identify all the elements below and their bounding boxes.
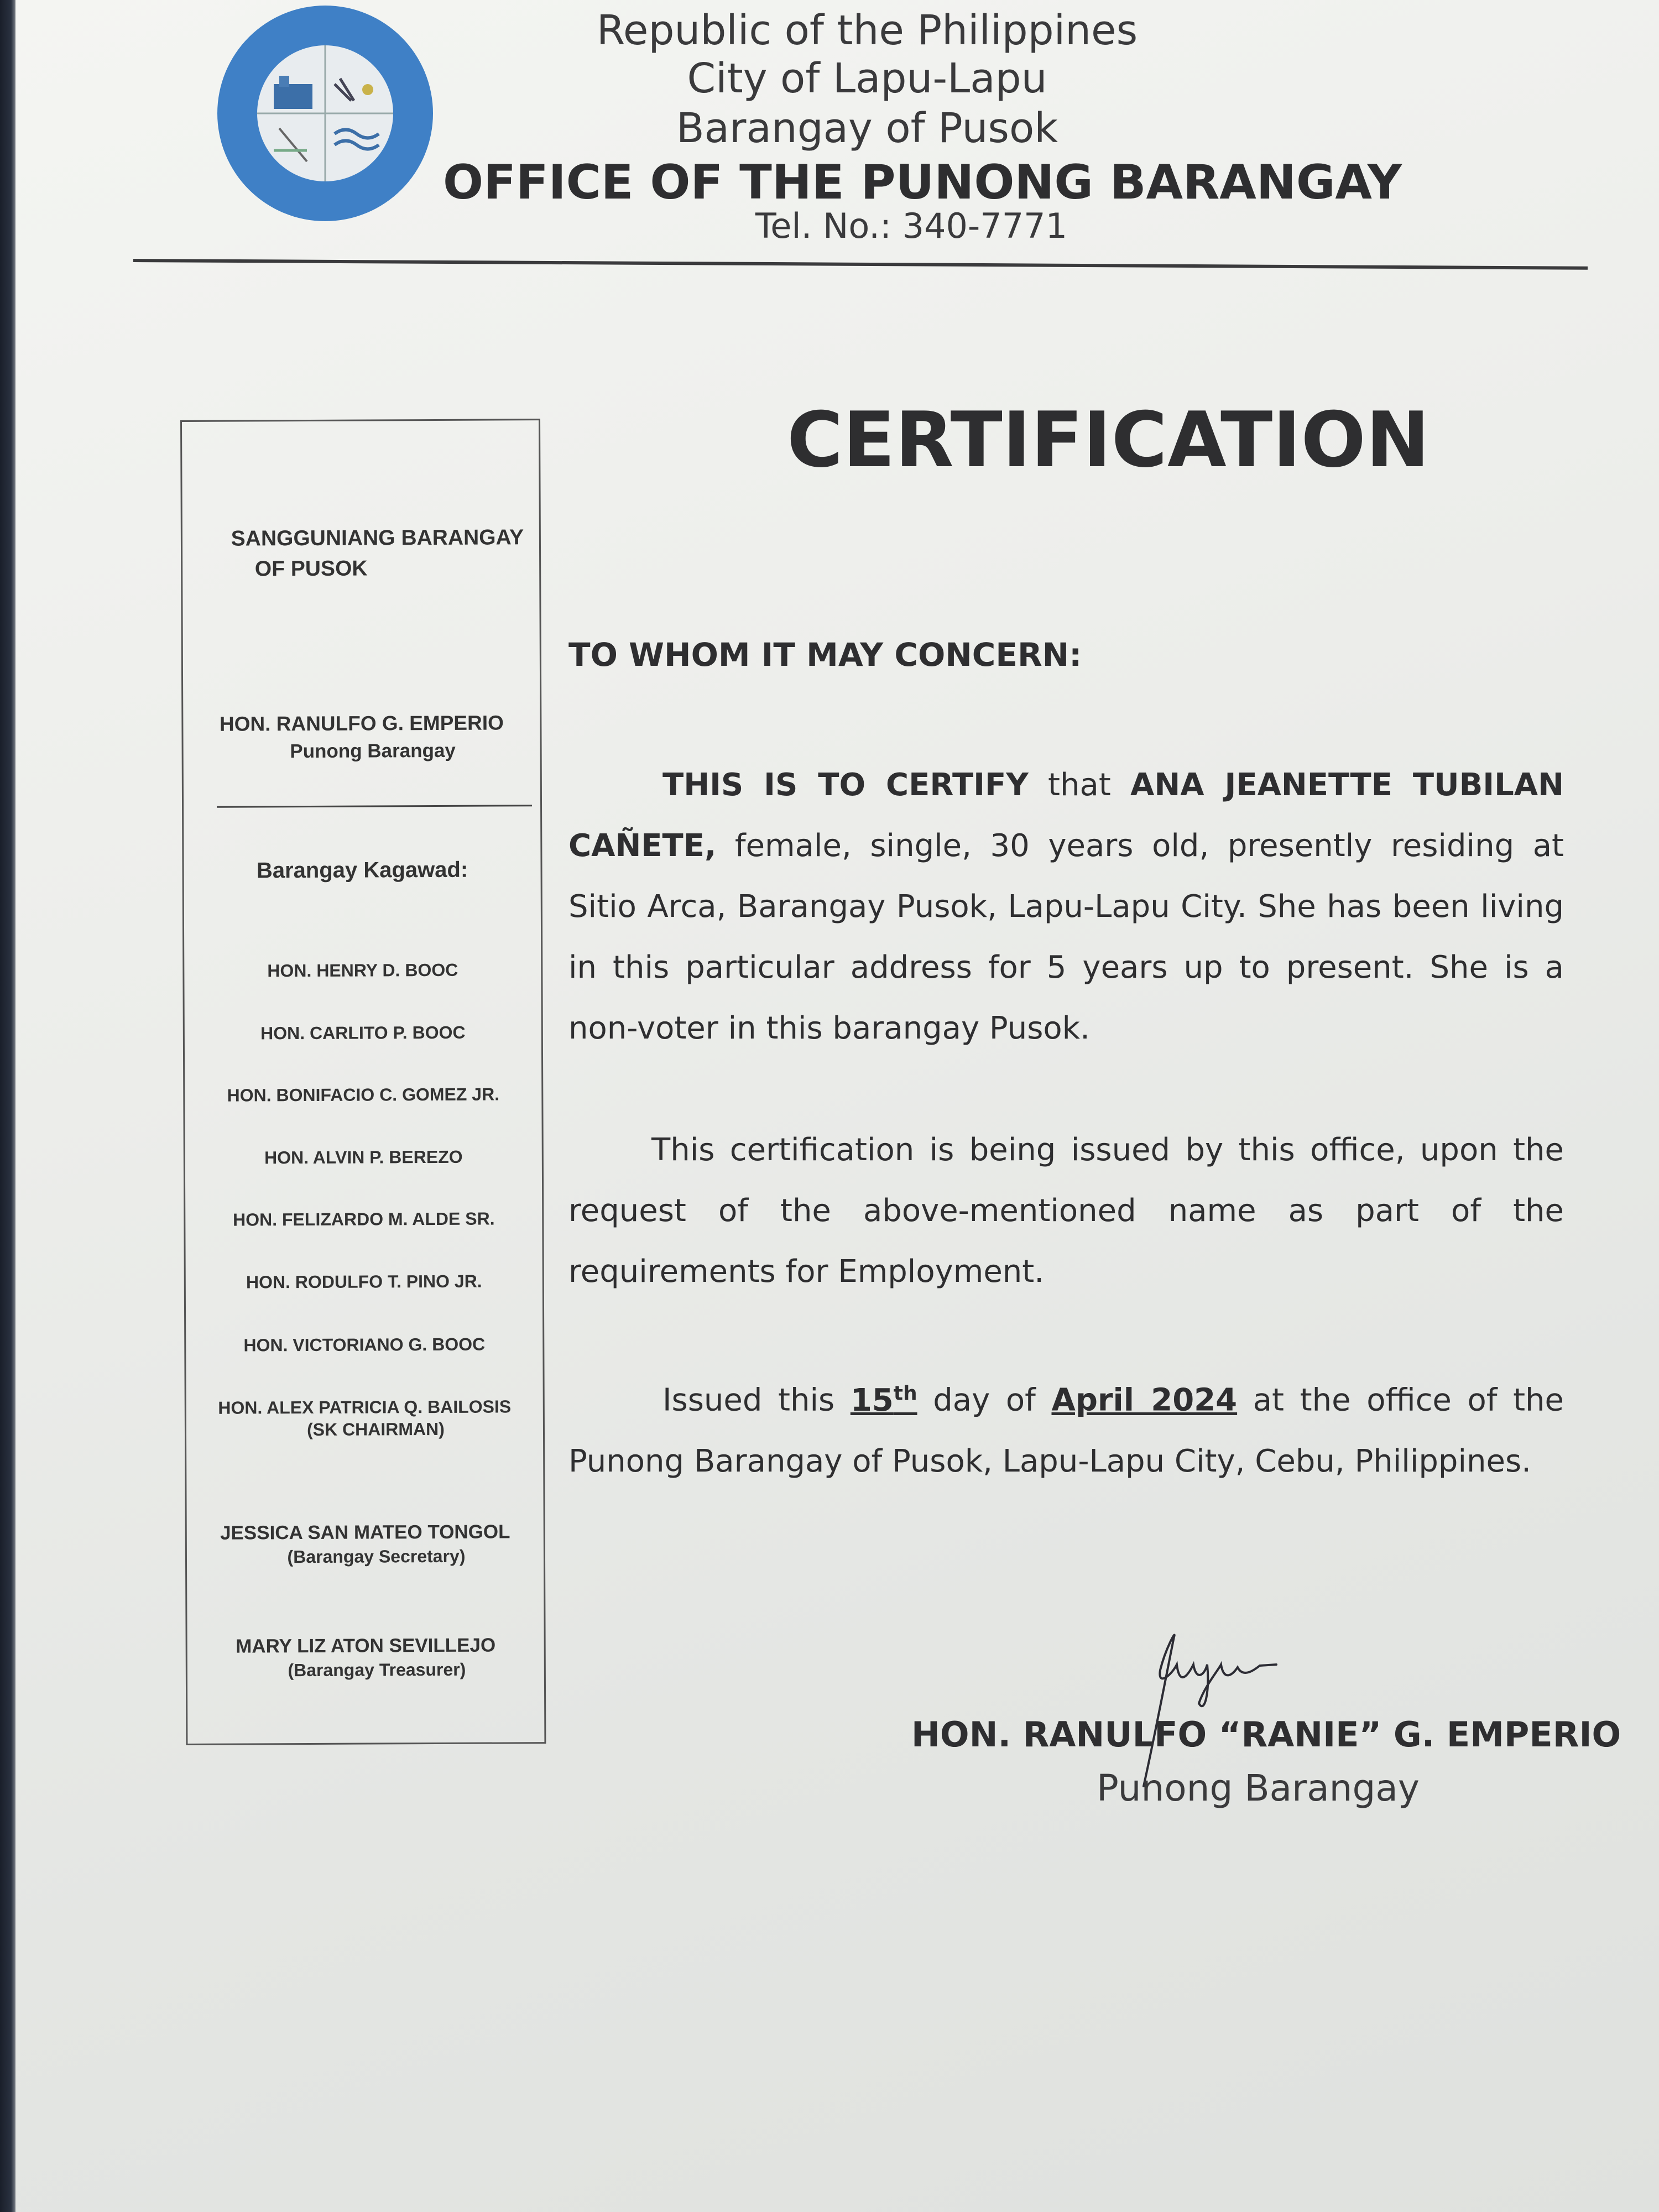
signatory-name: HON. RANULFO “RANIE” G. EMPERIO [911,1714,1621,1755]
issued-day-suffix: th [893,1382,917,1405]
header-line-city: City of Lapu-Lapu [687,55,1047,102]
document-title: CERTIFICATION [787,395,1430,484]
signatory-title: Punong Barangay [1097,1767,1420,1809]
issued-prefix: Issued this [662,1382,851,1418]
issued-day-number: 15 [850,1382,894,1418]
certify-details: female, single, 30 years old, presently residing at Sitio Arca, Barangay Pusok, Lapu-Lapu City. She has been living in this particular address for 5 years up to present. She is a non-voter in this barangay Pusok. [568,828,1564,1046]
certified-person-name: ANA JEANETTE TUBILAN CAÑETE, [568,767,1564,864]
certify-lead: THIS IS TO CERTIFY [662,767,1029,803]
kagawad-item: HON. HENRY D. BOOC [267,959,458,981]
certificate-paper [15,0,1659,2212]
treasurer-title: (Barangay Treasurer) [288,1659,466,1681]
sk-chairman-name: HON. ALEX PATRICIA Q. BAILOSIS [218,1396,512,1418]
kagawad-item: HON. BONIFACIO C. GOMEZ JR. [227,1084,500,1105]
issued-place: at the office of the Punong Barangay of Pusok, Lapu-Lapu City, Cebu, Philippines. [568,1382,1564,1479]
kagawad-item: HON. CARLITO P. BOOC [260,1022,466,1044]
paragraph-purpose [568,1120,1564,1302]
secretary-title: (Barangay Secretary) [287,1546,466,1567]
issued-month: April 2024 [1051,1382,1238,1418]
council-sidebar [180,419,546,1745]
salutation: TO WHOM IT MAY CONCERN: [568,636,1082,674]
council-name-line1: SANGGUNIANG BARANGAY [231,525,524,551]
kagawad-item: HON. VICTORIANO G. BOOC [243,1334,486,1355]
captain-title: Punong Barangay [290,739,456,763]
sidebar-divider [217,805,532,807]
header-line-barangay: Barangay of Pusok [676,105,1058,152]
kagawad-heading: Barangay Kagawad: [256,857,468,883]
header-line-republic: Republic of the Philippines [596,7,1138,54]
header-divider [133,259,1588,270]
council-name-line2: OF PUSOK [254,556,368,581]
captain-name: HON. RANULFO G. EMPERIO [219,711,504,735]
paragraph-issued [568,1363,1564,1492]
kagawad-item: HON. RODULFO T. PINO JR. [246,1271,482,1292]
treasurer-name: MARY LIZ ATON SEVILLEJO [236,1634,496,1657]
office-title: OFFICE OF THE PUNONG BARANGAY [442,155,1402,210]
sk-chairman-title: (SK CHAIRMAN) [306,1418,445,1440]
telephone-number: Tel. No.: 340-7771 [755,206,1068,246]
purpose-text: This certification is being issued by this office, upon the request of the above-mentioned name as part of the requirements for Employment. [568,1132,1564,1290]
issued-day [851,1383,917,1418]
issued-mid: day of [917,1382,1052,1418]
certify-that: that [1028,767,1131,803]
paragraph-certify [568,755,1564,1059]
kagawad-item: HON. ALVIN P. BEREZO [264,1146,463,1168]
kagawad-item: HON. FELIZARDO M. ALDE SR. [232,1208,495,1230]
secretary-name: JESSICA SAN MATEO TONGOL [220,1521,510,1544]
